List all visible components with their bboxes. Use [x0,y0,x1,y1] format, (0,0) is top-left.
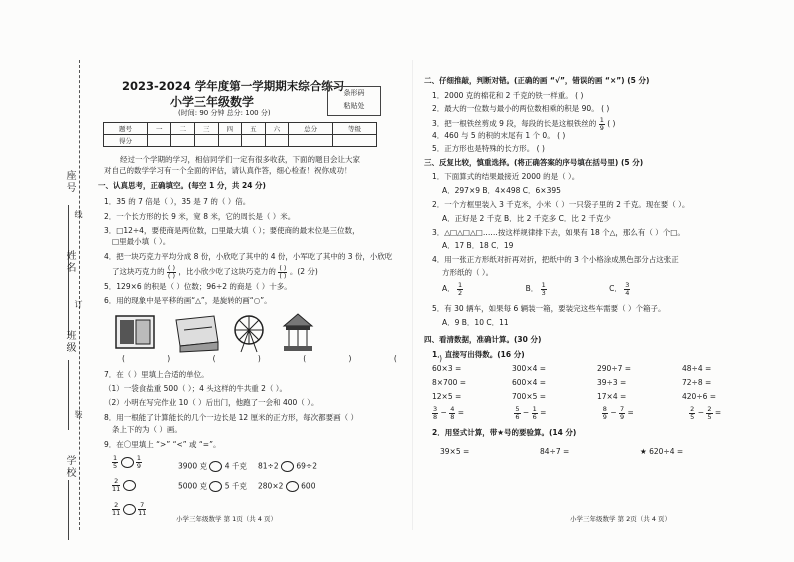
fraction-den: 5 [113,461,118,470]
compare-left: 280×2 [258,481,284,491]
barcode-label-2: 粘贴处 [343,102,365,110]
compare-right: 69÷2 [296,461,317,471]
blank-den: ( ) [167,271,176,280]
score-header-cell: 题号 [104,123,148,135]
q2-3 [432,117,615,131]
oral-item[interactable]: 700×5 = [512,392,547,401]
blank-num: ( ) [167,264,176,272]
section-4-title: 四、看清数据，准确计算。(30 分) [424,335,542,344]
score-row-label: 得分 [104,135,148,147]
fraction-den: 3 [541,288,546,297]
fraction-den: 9 [620,412,625,421]
q3-4-options[interactable] [442,282,630,296]
blank-fraction[interactable] [167,265,176,279]
score-header-cell: 三 [194,123,218,135]
fraction-num: 8 [602,405,607,413]
right-page-footer: 小学三年级数学 第 2页（共 4 页） [570,515,672,523]
fraction-den: 6 [532,412,537,421]
score-cell[interactable] [218,135,242,147]
compare-circle[interactable] [123,480,136,491]
compare-circle[interactable] [209,481,222,492]
fraction-den: 11 [112,484,121,493]
q1-8b: 条上下的为（ ）画。 [112,425,182,434]
q2-5: 5．正方形也是特殊的长方形。 ( ) [432,144,545,153]
fraction-den: 9 [599,123,604,132]
q1-4b-text-post: 。(2 分) [289,267,318,276]
fraction-den: 9 [602,412,607,421]
q1-4b [112,265,318,279]
intro-line-1: 经过一个学期的学习，相信同学们一定有很多收获，下面的题目会让大家 [120,155,360,164]
equals: = [455,408,465,417]
fraction [138,502,146,516]
left-page-footer: 小学三年级数学 第 1页（共 4 页） [176,515,278,523]
fraction-den: 11 [138,508,147,517]
q1-4a: 4．把一块巧克力平均分成 8 份，小欣吃了其中的 4 份，小军吃了其中的 3 份，小欣吃 [104,252,393,261]
compare-2 [178,461,247,472]
fraction [624,282,630,296]
score-header-cell: 总分 [289,123,333,135]
fraction-num: 1 [541,281,546,289]
compare-right: 5 千克 [224,481,247,491]
q2-2: 2．最大的一位数与最小的两位数相乘的积是 90。 ( ) [432,104,610,113]
q1-3b: □里最小填（ ）。 [112,237,171,246]
seat-label: 座号 [64,170,75,194]
fraction [689,406,695,420]
score-header-cell: 二 [171,123,195,135]
q3-1-options[interactable]: A．297×9 B．4×498 C．6×395 [442,186,561,195]
compare-7 [112,502,146,516]
section-1-title: 一、认真思考，正确填空。(每空 1 分，共 24 分) [98,181,266,190]
q1-4b-text-mid: ，比小欣少吃了这块巧克力的 [178,267,276,276]
blank-den: ( ) [279,271,287,280]
fraction-den: 8 [433,412,438,421]
score-header-cell: 六 [265,123,289,135]
seal-mark-1: 线 [74,210,83,220]
blank-fraction[interactable] [278,265,287,279]
cut-line [79,60,80,530]
q1-6: 6．用的现象中是平移的画“△”，是旋转的画“○”。 [104,296,272,305]
intro-line-2: 对自己的数学学习有一个全面的评估，请认真作答，细心检查！祝你成功！ [104,166,352,175]
q3-3b[interactable]: A．17 B．18 C．19 [442,241,514,250]
fraction-den: 4 [625,288,630,297]
oral-item[interactable]: 600×4 = [512,378,547,387]
binding-margin [0,0,100,562]
score-cell[interactable] [289,135,333,147]
name-label: 姓名 [64,250,75,274]
q3-4b: 方形纸的（ ）。 [442,268,494,277]
vertical-item[interactable]: 39×5 = [440,447,470,456]
oral-item[interactable]: 72÷8 = [682,378,712,387]
oral-item[interactable]: 300×4 = [512,364,547,373]
fraction-num: 1 [532,405,537,413]
fraction-num: 7 [138,502,146,510]
fraction-num: 2 [112,502,120,510]
oral-item[interactable]: 48÷4 = [682,364,712,373]
equals: = [537,408,547,417]
score-header-cell: 等级 [333,123,377,135]
score-table [103,122,377,147]
fraction-num: 2 [112,478,120,486]
section-3-title: 三、反复比较，慎重选择。(将正确答案的序号填在括号里) (5 分) [424,158,644,167]
subsection-oral: 1．直接写出得数。(16 分) [432,350,525,359]
oral-row-1 [432,364,711,374]
score-cell[interactable] [194,135,218,147]
compare-1 [112,455,142,469]
fraction [112,455,118,469]
q3-3a: 3．△□△□△□……按这样规律排下去，如果有 18 个△，那么有（ ）个□。 [432,228,685,237]
class-line [68,360,69,430]
score-cell[interactable] [333,135,377,147]
barcode-box [327,86,381,116]
fraction-num: 3 [433,405,438,413]
compare-left: 81÷2 [258,461,279,471]
oral-item[interactable]: 39÷3 = [597,378,627,387]
seal-mark-3: 装 [74,410,83,420]
equals: = [712,408,722,417]
fraction [112,478,120,492]
q2-1: 1．2000 克的棉花和 2 千克的铁一样重。 ( ) [432,91,584,100]
barcode-label-1: 条形码 [343,89,365,97]
fraction-num: 4 [450,405,455,413]
q1-7-1: （1）一袋食盐重 500（ ）；4 头这样的牛共重 2（ ）。 [104,384,288,393]
fraction-den: 9 [136,461,142,470]
fraction [514,406,520,420]
q6-answer-blanks[interactable]: ( ) ( ) ( ) ( ) [122,354,443,363]
score-header-cell: 五 [242,123,266,135]
fraction-num: 2 [707,405,712,413]
oral-item[interactable] [689,405,722,421]
fraction [457,282,463,296]
fraction [112,502,120,516]
oral-item[interactable] [602,406,687,420]
q1-7: 7．在（ ）里填上合适的单位。 [104,370,209,379]
exam-subject: 小学三年级数学 [170,95,255,109]
operator: − [440,408,447,417]
q3-2: 2．一个方框里装入 3 千克米，小米（ ）一只袋子里的 2 千克。现在要（ ）。 [432,200,690,209]
compare-right: 4 千克 [224,461,247,471]
oral-row-2 [432,378,711,388]
q3-4a: 4．用一张正方形纸对折再对折，把纸中的 3 个小格涂成黑色部分占这张正 [432,255,679,264]
equals: = [625,408,634,417]
fraction [432,406,438,420]
class-label: 班级 [64,330,75,354]
score-table-score-row [104,135,377,147]
compare-circle[interactable] [281,461,294,472]
oral-item[interactable]: 60×3 = [432,364,462,373]
fraction [541,282,547,296]
q1-2: 2．一个长方形的长 9 米，宽 8 米，它的周长是（ ）米。 [104,212,296,221]
compare-3 [258,461,317,472]
motion-pictures [114,312,354,354]
oral-item[interactable] [432,406,512,420]
oral-item[interactable]: 17×4 = [597,392,627,401]
score-header-cell: 一 [147,123,171,135]
fraction-num: 1 [458,281,463,289]
oral-item[interactable] [514,406,599,420]
oral-row-3 [432,392,716,402]
fraction-num: 5 [515,405,520,413]
q3-5: 5．有 30 辆车，如果每 6 辆装一箱，要装完这些车需要（ ）个箱子。 [432,304,666,313]
subsection-vertical: 2．用竖式计算，带★号的要验算。(14 分) [432,428,577,437]
fraction-num: 1 [136,454,142,462]
vertical-item[interactable]: ★ 620÷4 = [640,447,684,456]
fraction-num: 1 [113,454,118,462]
q3-2-options[interactable]: A．正好是 2 千克 B．比 2 千克多 C．比 2 千克少 [442,214,611,223]
compare-circle[interactable] [209,461,222,472]
score-header-cell: 四 [218,123,242,135]
fraction-den: 6 [515,412,520,421]
compare-6 [258,481,315,492]
operator: − [522,408,530,417]
q1-9: 9．在〇里填上 “>” “<” 或 “=”。 [104,440,221,449]
fraction-num: 3 [625,281,630,289]
score-cell[interactable] [265,135,289,147]
window-picture [116,316,154,348]
score-cell[interactable] [171,135,195,147]
blank-num: ( ) [279,264,287,272]
compare-left: 3900 克 [178,461,207,471]
q2-4: 4．460 与 5 的积的末尾有 1 个 0。 ( ) [432,131,566,140]
q1-1: 1．35 的 7 倍是（ ），35 是 7 的（ ）倍。 [104,197,251,206]
operator: − [697,408,704,417]
exam-title: 2023-2024 学年度第一学期期末综合练习 [122,79,345,93]
fraction-num: 2 [690,405,695,413]
compare-right: 600 [301,481,316,491]
q3-1: 1．下面算式的结果最接近 2000 的是（ ）。 [432,172,580,181]
oral-item[interactable]: 420÷6 = [682,392,717,401]
ferris-wheel-picture [235,316,263,352]
compare-left: 5000 克 [178,481,207,491]
option-a: A． [442,284,455,293]
compare-4 [112,478,136,492]
compare-circle[interactable] [123,504,136,515]
option-b: B． [525,284,539,293]
school-label: 学校 [64,455,75,479]
oral-row-4 [432,406,721,420]
compare-circle[interactable] [121,457,134,468]
page-fold [412,60,413,530]
option-c: C． [609,284,622,293]
drawer-picture [176,316,218,352]
q1-8a: 8．用一根能了计算能长的几个一边长是 12 厘米的正方形，每次都要画（ ） [104,413,358,422]
fraction-den: 11 [112,508,121,517]
fraction-num: 7 [620,405,625,413]
operator: − [610,408,617,417]
compare-5 [178,481,247,492]
school-line [68,480,69,540]
q1-7-2: （2）小明在写完作业 10（ ）后出门，他跑了一会和 400（ ）。 [104,398,319,407]
vertical-row [440,447,683,457]
fraction [136,455,142,469]
q3-5-options[interactable]: A．9 B．10 C．11 [442,318,509,327]
section-2-title: 二、仔细推敲，判断对错。(正确的画 “√”，错误的画 “×”) (5 分) [424,76,650,85]
seal-mark-2: 订 [74,300,83,310]
score-cell[interactable] [242,135,266,147]
fraction-den: 5 [690,412,695,421]
fraction-den: 5 [707,412,712,421]
score-table-header-row [104,123,377,135]
q1-4b-text: 了这块巧克力的 [112,267,165,276]
fraction-den: 8 [450,412,455,421]
oral-item[interactable]: 12×5 = [432,392,462,401]
oral-item[interactable]: 8×700 = [432,378,467,387]
fraction-num: 1 [599,116,604,124]
q2-3-text: 3．把一根铁丝剪成 9 段，每段的长是这根铁丝的 [432,119,597,128]
fraction-den: 2 [458,288,463,297]
name-line [68,275,69,335]
fraction [602,406,608,420]
judge-blank[interactable]: ( ) [607,119,616,128]
score-cell[interactable] [147,135,171,147]
q1-3a: 3．□12÷4，要使商是两位数，□里最大填（ ）；要使商的最末位是三位数， [104,226,360,235]
carousel-picture [284,314,312,351]
oral-item[interactable]: 290÷7 = [597,364,632,373]
fraction [599,117,605,131]
q1-5: 5．129×6 的积是（ ）位数；96÷2 的商是（ ）十多。 [104,282,292,291]
exam-meta: (时间: 90 分钟 总分: 100 分) [178,109,271,117]
compare-circle[interactable] [286,481,299,492]
vertical-item[interactable]: 84÷7 = [540,447,570,456]
